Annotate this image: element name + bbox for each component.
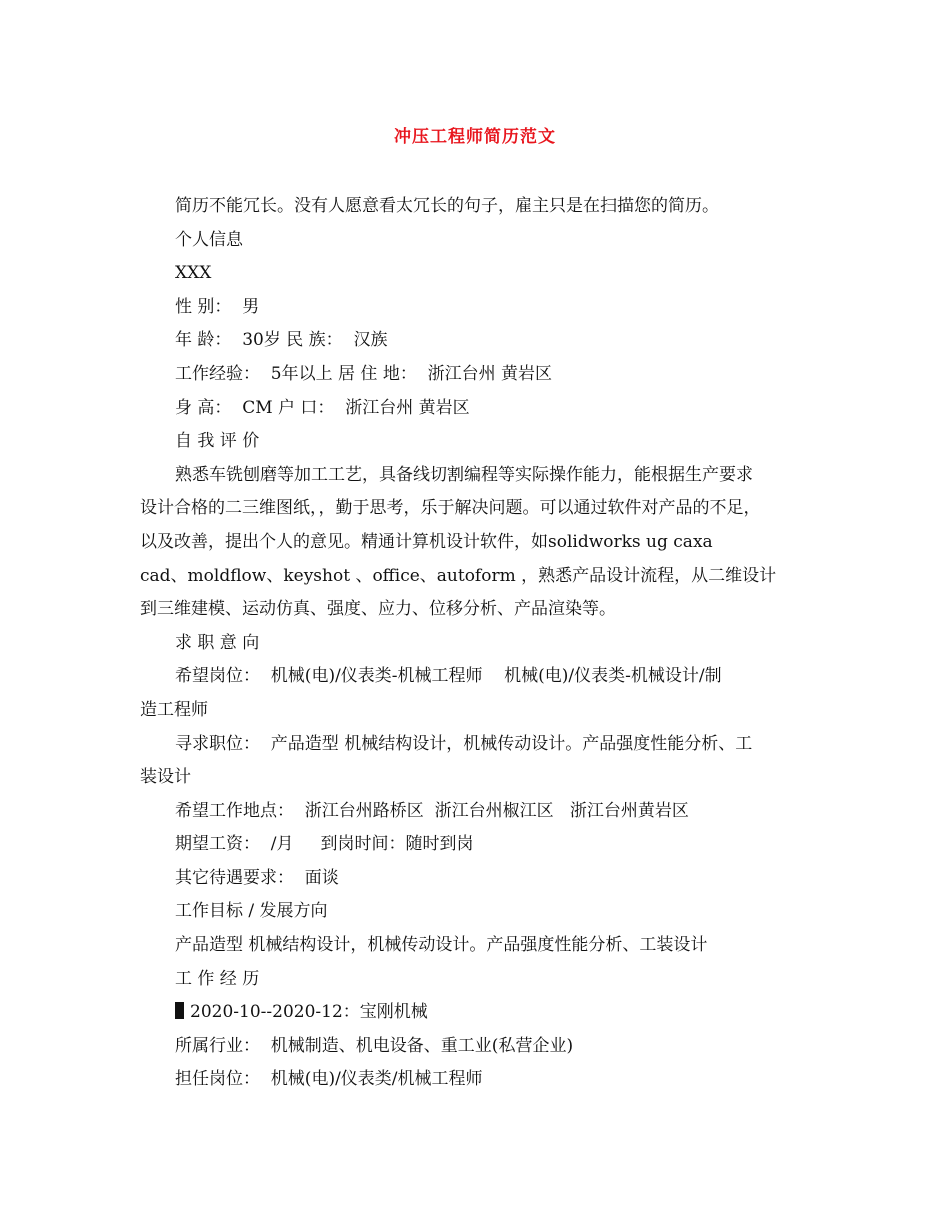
personal-info-heading: 个人信息 xyxy=(175,229,243,250)
self-evaluation-line: cad、moldflow、keyshot 、office、autoform ，熟悉产品设计流程，从二维设计 xyxy=(140,565,777,586)
position-field: 担任岗位： 机械(电)/仪表类/机械工程师 xyxy=(175,1069,483,1090)
desired-position-line: 造工程师 xyxy=(140,699,208,720)
desired-position-line: 希望岗位： 机械(电)/仪表类-机械工程师 机械(电)/仪表类-机械设计/制 xyxy=(175,666,722,687)
gender-field: 性 别： 男 xyxy=(175,296,260,317)
self-evaluation-line: 熟悉车铣刨磨等加工工艺，具备线切割编程等实际操作能力，能根据生产要求 xyxy=(175,464,753,485)
name-field: XXX xyxy=(175,263,212,284)
industry-field: 所属行业： 机械制造、机电设备、重工业(私营企业) xyxy=(175,1035,574,1056)
self-evaluation-line: 设计合格的二三维图纸，，勤于思考，乐于解决问题。可以通过软件对产品的不足， xyxy=(140,498,761,519)
salary-arrival-field: 期望工资： /月 到岗时间：随时到岗 xyxy=(175,834,474,855)
intro-text: 简历不能冗长。没有人愿意看太冗长的句子，雇主只是在扫描您的简历。 xyxy=(175,196,719,216)
job-intention-heading: 求 职 意 向 xyxy=(175,632,260,653)
document-title: 冲压工程师简历范文 xyxy=(394,127,556,147)
block-bullet-icon xyxy=(175,1002,184,1019)
seeking-position-line: 寻求职位： 产品造型 机械结构设计，机械传动设计。产品强度性能分析、工 xyxy=(175,733,753,754)
height-hukou-field: 身 高： CM 户 口： 浙江台州 黄岩区 xyxy=(175,397,470,418)
seeking-position-paragraph xyxy=(140,728,820,795)
self-evaluation-heading: 自 我 评 价 xyxy=(175,431,260,452)
career-goal-heading: 工作目标 / 发展方向 xyxy=(175,901,328,922)
desired-position-paragraph xyxy=(140,660,820,727)
self-evaluation-line: 到三维建模、运动仿真、强度、应力、位移分析、产品渲染等。 xyxy=(140,599,616,620)
self-evaluation-line: 以及改善，提出个人的意见。精通计算机设计软件，如solidworks ug caxa xyxy=(140,531,713,552)
resume-body xyxy=(140,190,820,1097)
work-history-heading: 工 作 经 历 xyxy=(175,968,260,989)
seeking-position-line: 装设计 xyxy=(140,767,191,788)
experience-residence-field: 工作经验： 5年以上 居 住 地： 浙江台州 黄岩区 xyxy=(175,363,553,384)
age-ethnicity-field: 年 龄： 30岁 民 族： 汉族 xyxy=(175,330,388,351)
job-period-text: 2020-10--2020-12：宝刚机械 xyxy=(190,1002,428,1023)
other-requirements-field: 其它待遇要求： 面谈 xyxy=(175,867,339,888)
job-period-row xyxy=(140,996,820,1030)
work-location-field: 希望工作地点： 浙江台州路桥区 浙江台州椒江区 浙江台州黄岩区 xyxy=(175,800,689,821)
self-evaluation-paragraph xyxy=(140,459,820,627)
career-goal-text: 产品造型 机械结构设计，机械传动设计。产品强度性能分析、工装设计 xyxy=(175,935,708,956)
